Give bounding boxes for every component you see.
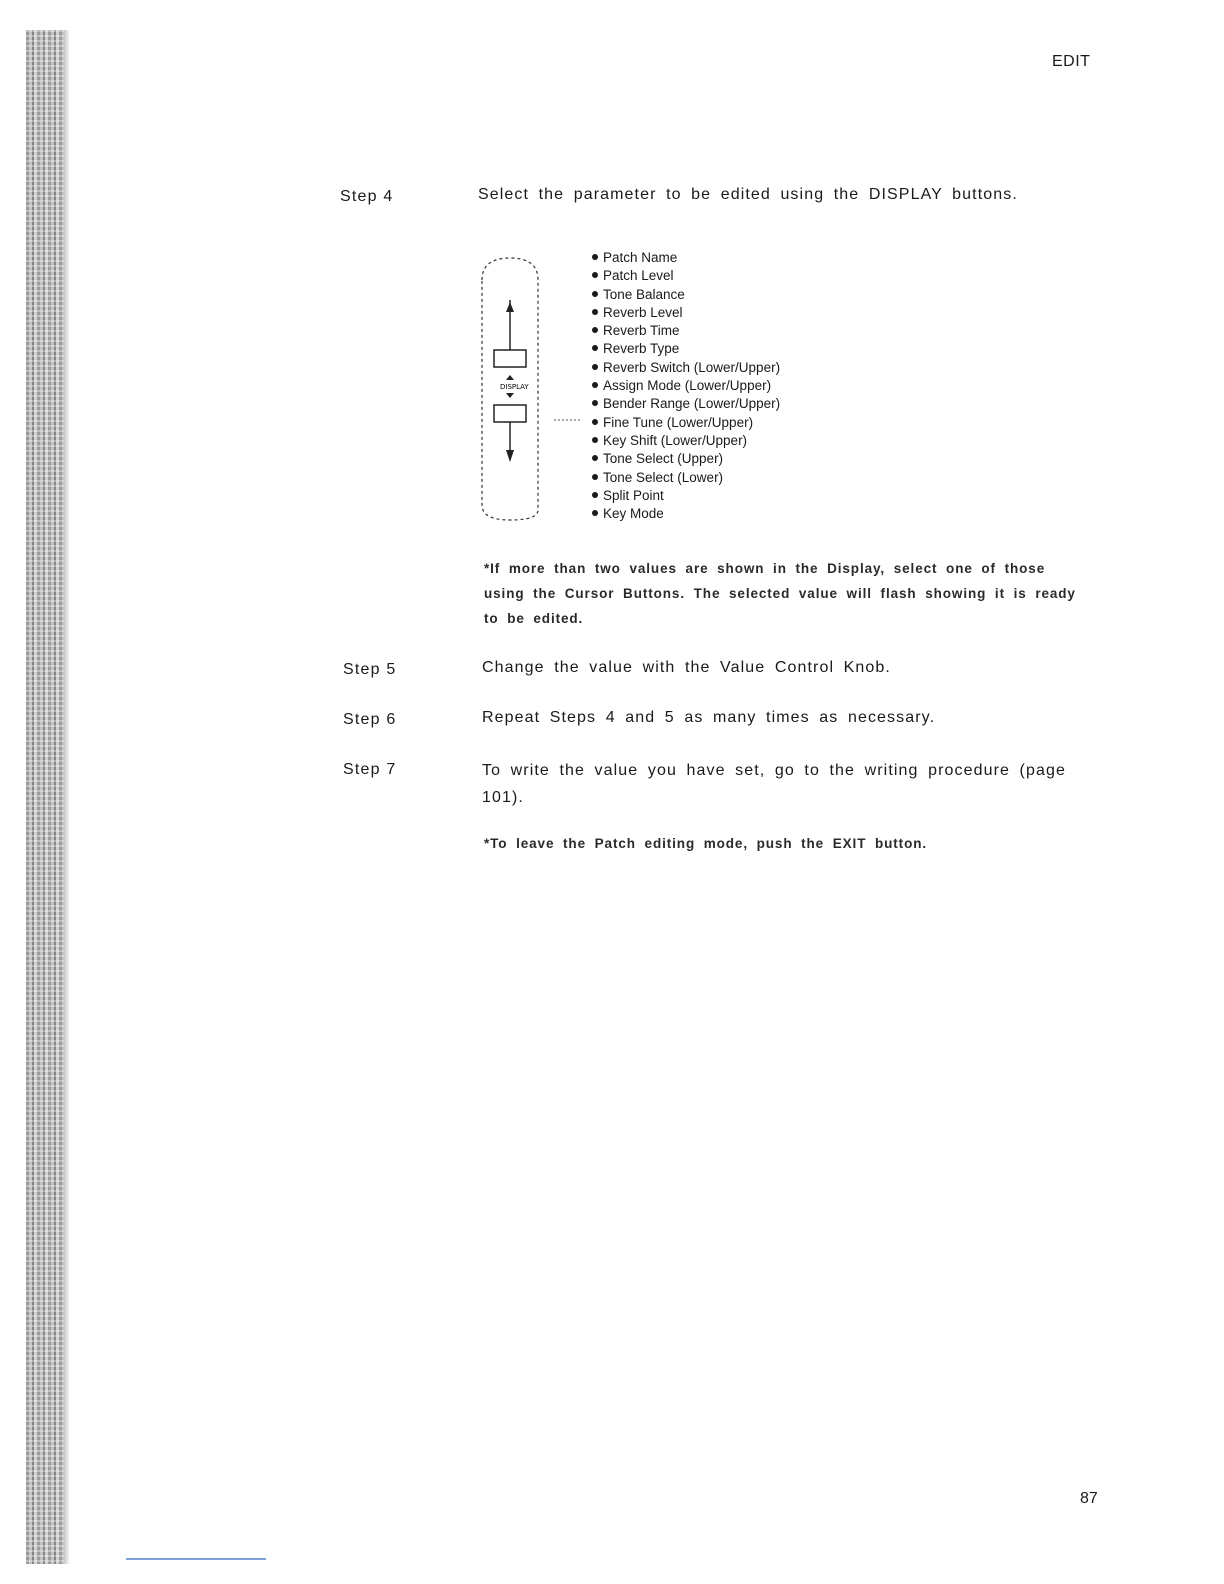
parameter-label: Tone Select (Lower) [603,469,724,485]
parameter-item [592,304,780,322]
parameter-label: Key Shift (Lower/Upper) [603,432,748,448]
parameter-label: Key Mode [603,506,664,522]
parameter-label: Patch Level [603,268,674,284]
step-5-label: Step 5 [343,661,397,678]
step-5-text: Change the value with the Value Control Knob. [482,659,891,676]
parameter-item [592,414,780,432]
step-6-label: Step 6 [343,711,397,728]
bullet-icon [592,382,598,388]
parameter-item [592,322,780,340]
scan-artifact-line [126,1558,266,1560]
bullet-icon [592,510,598,516]
parameter-label: Assign Mode (Lower/Upper) [603,378,772,394]
step-4-text: Select the parameter to be edited using the DISPLAY buttons. [478,186,1018,203]
bullet-icon [592,272,598,278]
bullet-icon [592,254,598,260]
parameter-item [592,249,780,267]
parameter-item [592,340,780,358]
step-6-text: Repeat Steps 4 and 5 as many times as necessary. [482,709,936,726]
bullet-icon [592,291,598,297]
parameter-label: Reverb Level [603,304,683,320]
bullet-icon [592,327,598,333]
bullet-icon [592,474,598,480]
parameter-label: Patch Name [603,250,678,265]
parameter-item [592,487,780,505]
parameter-item [592,505,780,523]
parameter-label: Reverb Switch (Lower/Upper) [603,359,781,375]
bullet-icon [592,419,598,425]
exit-note: *To leave the Patch editing mode, push the EXIT button. [484,836,928,851]
bullet-icon [592,455,598,461]
parameter-list [592,249,780,523]
parameter-label: Reverb Time [603,323,680,339]
parameter-item [592,469,780,487]
parameter-item [592,267,780,285]
display-down-button [494,405,526,422]
bullet-icon [592,364,598,370]
step-7-text: To write the value you have set, go to the writing procedure (page 101). [482,762,1066,806]
step-7-label: Step 7 [343,761,397,778]
section-header: EDIT [1052,53,1091,70]
bullet-icon [592,400,598,406]
bullet-icon [592,492,598,498]
parameter-item [592,395,780,413]
parameter-label: Tone Balance [603,286,685,302]
page-number: 87 [1080,1490,1098,1507]
parameter-label: Bender Range (Lower/Upper) [603,396,781,412]
parameter-item [592,286,780,304]
bullet-icon [592,345,598,351]
display-up-triangle-icon [506,375,514,380]
parameter-item [592,377,780,395]
parameter-item [592,432,780,450]
display-button-label: DISPLAY [500,383,529,391]
bullet-icon [592,437,598,443]
down-arrow-icon [506,450,514,462]
parameter-label: Split Point [603,487,664,503]
bullet-icon [592,309,598,315]
up-arrow-icon [506,302,514,312]
parameter-label: Fine Tune (Lower/Upper) [603,414,754,430]
display-down-triangle-icon [506,393,514,398]
parameter-label: Reverb Type [603,341,680,357]
step-4-label: Step 4 [340,188,394,205]
parameter-label: Tone Select (Upper) [603,451,724,467]
display-button-cycle-diagram [470,250,580,525]
display-up-button [494,350,526,367]
cursor-note: *If more than two values are shown in the Display, select one of those using the Cursor Buttons. The selected value will flash showing it is ready to be edited. [484,561,1076,626]
parameter-item [592,359,780,377]
scanned-binding-edge [26,30,64,1564]
parameter-item [592,450,780,468]
